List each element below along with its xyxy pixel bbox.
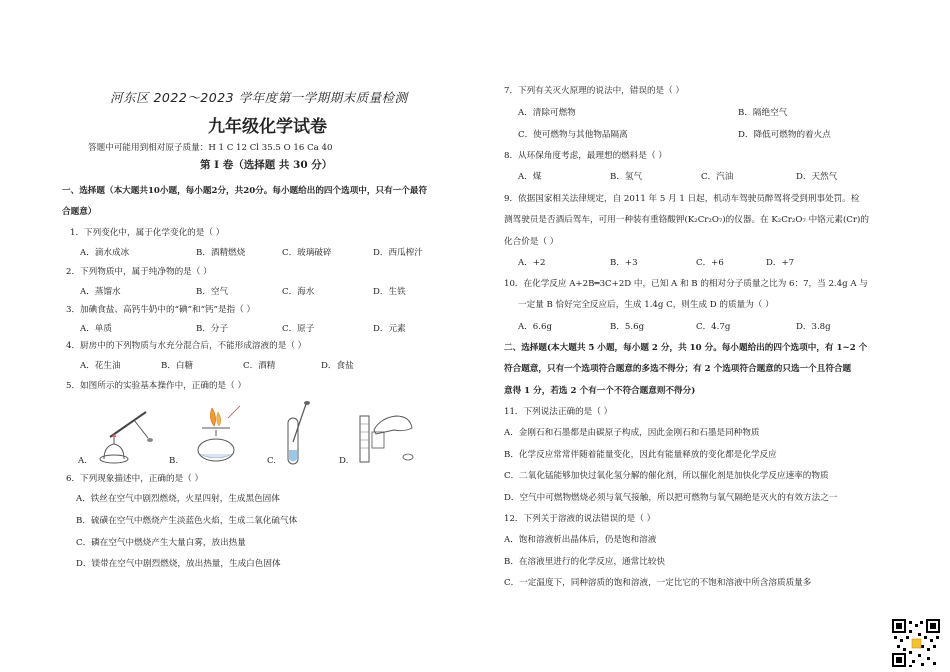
- q8-stem: 8．从环保角度考虑，最理想的燃料是（ ）: [504, 151, 667, 161]
- q6-stem: 6．下列现象描述中，正确的是（ ）: [66, 474, 204, 484]
- q10-option-b[interactable]: B．5.6g: [610, 322, 645, 332]
- q7-option-d[interactable]: D．降低可燃物的着火点: [738, 130, 831, 140]
- q9-stem-end: 化合价是（ ）: [504, 237, 559, 247]
- q5-illustration-d: [352, 402, 422, 466]
- q6-option-a[interactable]: A．铁丝在空气中剧烈燃烧，火星四射，生成黑色固体: [76, 494, 280, 504]
- q9-option-d[interactable]: D．+7: [766, 258, 795, 268]
- q3-stem: 3．加碘食盐、高钙牛奶中的“碘”和“钙”是指（ ）: [66, 305, 256, 315]
- q8-option-d[interactable]: D．天然气: [796, 172, 838, 182]
- q3-option-d[interactable]: D．元素: [373, 324, 406, 334]
- q6-option-b[interactable]: B．硫磺在空气中燃烧产生淡蓝色火焰，生成二氧化硫气体: [76, 516, 298, 526]
- atomic-masses: 答题中可能用到相对原子质量：H 1 C 12 Cl 35.5 O 16 Ca 40: [88, 143, 333, 153]
- q6-option-c[interactable]: C．磷在空气中燃烧产生大量白雾，放出热量: [76, 538, 246, 548]
- q2-option-c[interactable]: C．海水: [282, 287, 315, 297]
- q8-option-b[interactable]: B．氢气: [610, 172, 643, 182]
- q11-option-c[interactable]: C．二氧化锰能够加快过氧化氢分解的催化剂，所以催化剂是加快化学反应速率的物质: [504, 471, 829, 481]
- q6-option-d[interactable]: D．镁带在空气中剧烈燃烧，放出热量，生成白色固体: [76, 559, 281, 569]
- q8-option-c[interactable]: C．汽油: [701, 172, 734, 182]
- q5-option-a[interactable]: A.: [78, 456, 87, 466]
- q10-option-c[interactable]: C．4.7g: [696, 322, 731, 332]
- q5-illustration-b: [182, 404, 246, 466]
- q9-option-a[interactable]: A．+2: [518, 258, 546, 268]
- q2-stem: 2．下列物质中，属于纯净物的是（ ）: [66, 267, 212, 277]
- q8-option-a[interactable]: A．煤: [518, 172, 542, 182]
- q7-option-b[interactable]: B．隔绝空气: [738, 108, 788, 118]
- qr-code-icon: [891, 618, 941, 668]
- q9-option-c[interactable]: C．+6: [696, 258, 724, 268]
- q12-stem: 12．下列关于溶液的说法错误的是（ ）: [504, 514, 656, 524]
- q2-option-d[interactable]: D．生铁: [373, 287, 406, 297]
- q3-option-c[interactable]: C．原子: [282, 324, 315, 334]
- q5-option-b[interactable]: B.: [169, 456, 179, 466]
- q11-option-d[interactable]: D．空气中可燃物燃烧必须与氧气接触，所以把可燃物与氧气隔绝是灭火的有效方法之一: [504, 493, 838, 503]
- q7-option-a[interactable]: A．清除可燃物: [518, 108, 576, 118]
- q4-option-a[interactable]: A．花生油: [80, 361, 121, 371]
- section2-heading-cont: 符合题意，只有一个选项符合题意的多选不得分；有 2 个选项符合题意的只选一个且符合题: [504, 364, 852, 374]
- section1-heading: 一、选择题（本大题共10小题，每小题2分，共20分。每小题给出的四个选项中，只有一个最符: [62, 186, 428, 196]
- q10-option-a[interactable]: A．6.6g: [518, 322, 552, 332]
- q10-stem-cont: 一定量 B 恰好完全反应后，生成 1.4g C，则生成 D 的质量为（ ）: [518, 300, 774, 310]
- q9-stem: 9．依据国家相关法律规定，自 2011 年 5 月 1 日起，机动车驾驶员醉驾将受到刑事处罚。检: [504, 194, 860, 204]
- q5-option-d[interactable]: D.: [339, 456, 349, 466]
- q1-option-a[interactable]: A．滴水成冰: [80, 248, 130, 258]
- section2-heading: 二、选择题(本大题共 5 小题，每小题 2 分，共 10 分。每小题给出的四个选项中，有 1~2 个: [504, 343, 868, 353]
- q2-option-b[interactable]: B．空气: [196, 287, 229, 297]
- section2-heading-end: 意得 1 分，若选 2 个有一个不符合题意则不得分): [504, 386, 696, 396]
- section1-heading-cont: 合题意）: [62, 207, 97, 217]
- q5-option-c[interactable]: C.: [267, 456, 277, 466]
- q12-option-c[interactable]: C．一定温度下，同种溶质的饱和溶液，一定比它的不饱和溶液中所含溶质质量多: [504, 578, 812, 588]
- q3-option-a[interactable]: A．单质: [80, 324, 112, 334]
- q7-stem: 7．下列有关灭火原理的说法中，错误的是（ ）: [504, 86, 685, 96]
- q1-option-b[interactable]: B．酒精燃烧: [196, 248, 246, 258]
- q11-option-b[interactable]: B．化学反应常常伴随着能量变化，因此有能量释放的变化都是化学反应: [504, 450, 777, 460]
- q5-illustration-c: [274, 400, 324, 468]
- q9-option-b[interactable]: B．+3: [610, 258, 638, 268]
- q5-stem: 5．如图所示的实验基本操作中，正确的是（ ）: [66, 381, 247, 391]
- q4-option-c[interactable]: C．酒精: [243, 361, 276, 371]
- part1-title: 第 Ⅰ 卷（选择题 共 30 分）: [200, 159, 333, 171]
- q3-option-b[interactable]: B．分子: [196, 324, 229, 334]
- q1-stem: 1．下列变化中，属于化学变化的是（ ）: [70, 228, 225, 238]
- q12-option-a[interactable]: A．饱和溶液析出晶体后，仍是饱和溶液: [504, 535, 657, 545]
- q7-option-c[interactable]: C．使可燃物与其他物品隔离: [518, 130, 628, 140]
- exam-title: 九年级化学试卷: [208, 117, 327, 137]
- q4-stem: 4．厨房中的下列物质与水充分混合后，不能形成溶液的是（ ）: [66, 341, 307, 351]
- q4-option-b[interactable]: B．白糖: [161, 361, 194, 371]
- q4-option-d[interactable]: D．食盐: [321, 361, 354, 371]
- q2-option-a[interactable]: A．蒸馏水: [80, 287, 121, 297]
- q5-illustration-a: [90, 404, 162, 466]
- q11-stem: 11．下列说法正确的是（ ）: [504, 407, 613, 417]
- q9-stem-cont: 测驾驶员是否酒后驾车，可用一种装有重铬酸钾(K₂Cr₂O₇)的仪器。在 K₂Cr₂O₇ 中铬元素(Cr)的: [504, 215, 869, 225]
- exam-header: 河东区 2022～2023 学年度第一学期期末质量检测: [110, 90, 408, 105]
- q10-option-d[interactable]: D．3.8g: [796, 322, 831, 332]
- q1-option-d[interactable]: D．西瓜榨汁: [373, 248, 423, 258]
- q12-option-b[interactable]: B．在溶液里进行的化学反应，通常比较快: [504, 557, 666, 567]
- q11-option-a[interactable]: A．金刚石和石墨都是由碳原子构成，因此金刚石和石墨是同种物质: [504, 428, 760, 438]
- q10-stem: 10．在化学反应 A+2B═3C+2D 中，已知 A 和 B 的相对分子质量之比为 6：7，当 2.4g A 与: [504, 279, 868, 289]
- q1-option-c[interactable]: C．玻璃破碎: [282, 248, 332, 258]
